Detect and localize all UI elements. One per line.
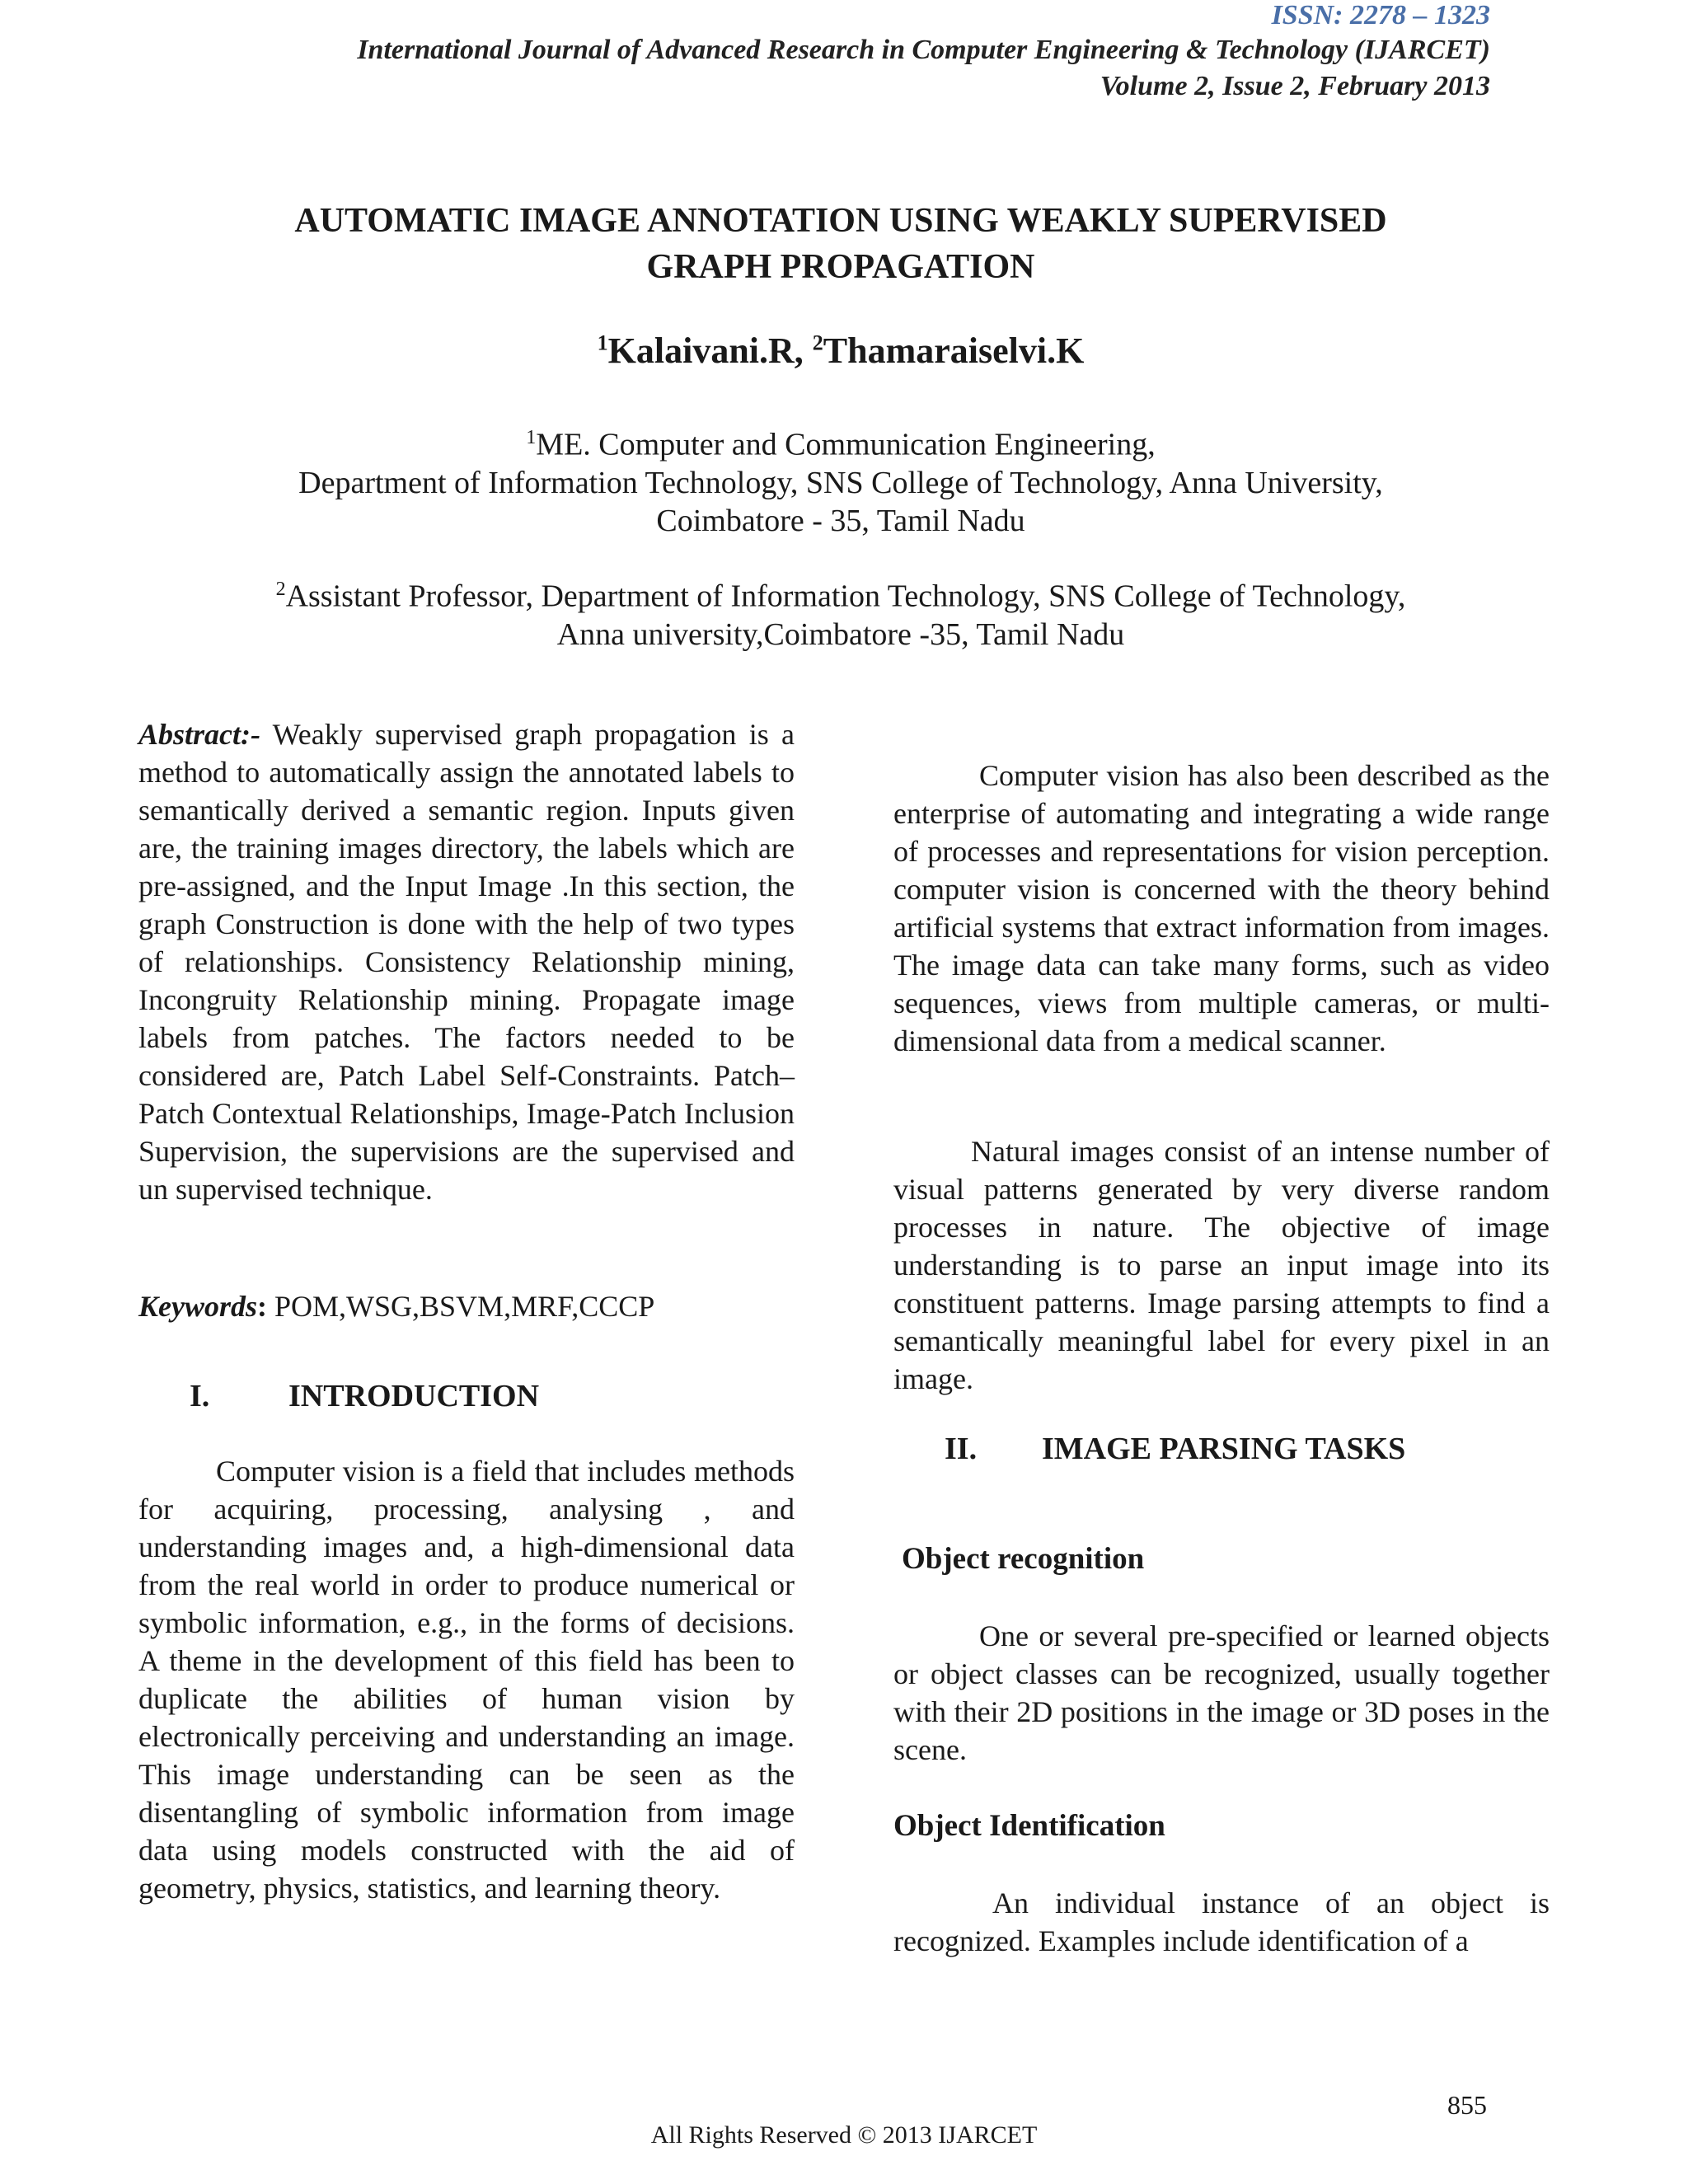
keywords-colon: : xyxy=(257,1290,274,1323)
affiliation-1-line-1: ME. Computer and Communication Engineering, xyxy=(536,427,1156,462)
object-identification-heading: Object Identification xyxy=(893,1809,1165,1843)
abstract-paragraph xyxy=(138,715,795,1208)
section-2-title: IMAGE PARSING TASKS xyxy=(1042,1432,1406,1466)
natural-images-text: Natural images consist of an intense number of visual patterns generated by very diverse random processes in nature. The objective of image understanding is to parse an input image into its constituent patterns. Image parsing attempts to find a semantically meaningful label for every pixel in an image. xyxy=(893,1135,1550,1395)
affiliation-1-line-2: Department of Information Technology, SNS College of Technology, Anna University, xyxy=(298,465,1383,500)
paper-title-line-1: AUTOMATIC IMAGE ANNOTATION USING WEAKLY SUPERVISED xyxy=(294,202,1387,240)
introduction-text: Computer vision is a field that includes methods for acquiring, processing, analysing , and understanding images and, a high-dimensional data from the real world in order to produce numerical or symbolic information, e.g., in the forms of decisions. A theme in the development of this field has been to duplicate the abilities of human vision by electronically perceiving and understanding an image. This image understanding can be seen as the disentangling of symbolic information from image data using models constructed with the aid of geometry, physics, statistics, and learning theory. xyxy=(138,1455,795,1905)
introduction-paragraph xyxy=(138,1452,795,1907)
section-2-number: II. xyxy=(945,1432,978,1466)
affiliation-2-line-2: Anna university,Coimbatore -35, Tamil Nadu xyxy=(556,616,1125,652)
paper-title-line-2: GRAPH PROPAGATION xyxy=(646,248,1035,286)
object-recognition-paragraph xyxy=(893,1617,1550,1769)
object-identification-text: An individual instance of an object is recognized. Examples include identification of a xyxy=(893,1886,1550,1957)
affiliation-2-line-1: Assistant Professor, Department of Information Technology, SNS College of Technology, xyxy=(285,579,1406,614)
journal-volume: Volume 2, Issue 2, February 2013 xyxy=(1100,71,1490,101)
issn-header: ISSN: 2278 – 1323 xyxy=(1271,0,1490,30)
section-1-title: INTRODUCTION xyxy=(288,1379,540,1413)
object-recognition-text: One or several pre-specified or learned objects or object classes can be recognized, usually together with their 2D positions in the image or 3D poses in the scene. xyxy=(893,1619,1550,1766)
abstract-label: Abstract:- xyxy=(138,718,260,751)
journal-name: International Journal of Advanced Research in Computer Engineering & Technology (IJARCET) xyxy=(357,35,1490,65)
section-1-heading xyxy=(190,1378,539,1414)
affiliation-1-superscript: 1 xyxy=(526,427,537,448)
abstract-text: Weakly supervised graph propagation is a method to automatically assign the annotated labels to semantically derived a semantic region. Inputs given are, the training images directory, the labels which are pre-assigned, and the Input Image .In this section, the graph Construction is done with the help of two types of relationships. Consistency Relationship mining, Incongruity Relationship mining. Propagate image labels from patches. The factors needed to be considered are, Patch Label Self-Constraints. Patch–Patch Contextual Relationships, Image-Patch Inclusion Supervision, the supervisions are the supervised and un supervised technique. xyxy=(138,718,795,1206)
section-1-number: I. xyxy=(190,1379,210,1413)
page-number: 855 xyxy=(1447,2090,1487,2120)
affiliation-2-superscript: 2 xyxy=(275,579,286,600)
natural-images-paragraph xyxy=(893,1132,1550,1398)
section-2-heading xyxy=(945,1431,1405,1467)
object-identification-paragraph xyxy=(893,1884,1550,1960)
paper-title xyxy=(181,198,1500,290)
author2-name: Thamaraiselvi.K xyxy=(823,330,1085,371)
object-recognition-heading: Object recognition xyxy=(902,1542,1145,1576)
author1-name: Kalaivani.R, xyxy=(607,330,813,371)
cv-description-text: Computer vision has also been described as the enterprise of automating and integrating a wide range of processes and representations for vision perception. computer vision is concerned with the theory behind artificial systems that extract information from images. The image data can take many forms, such as video sequences, views from multiple cameras, or multi-dimensional data from a medical scanner. xyxy=(893,759,1550,1057)
author1-superscript: 1 xyxy=(597,330,608,355)
author-list xyxy=(181,330,1500,372)
keywords-label: Keywords xyxy=(138,1290,257,1323)
keywords-line xyxy=(138,1287,795,1325)
keywords-text: POM,WSG,BSVM,MRF,CCCP xyxy=(274,1290,655,1323)
affiliation-1-line-3: Coimbatore - 35, Tamil Nadu xyxy=(656,503,1025,538)
author2-superscript: 2 xyxy=(812,330,823,355)
affiliation-2 xyxy=(181,570,1500,654)
affiliation-1 xyxy=(181,419,1500,540)
copyright-footer: All Rights Reserved © 2013 IJARCET xyxy=(650,2121,1038,2149)
cv-description-paragraph xyxy=(893,757,1550,1060)
